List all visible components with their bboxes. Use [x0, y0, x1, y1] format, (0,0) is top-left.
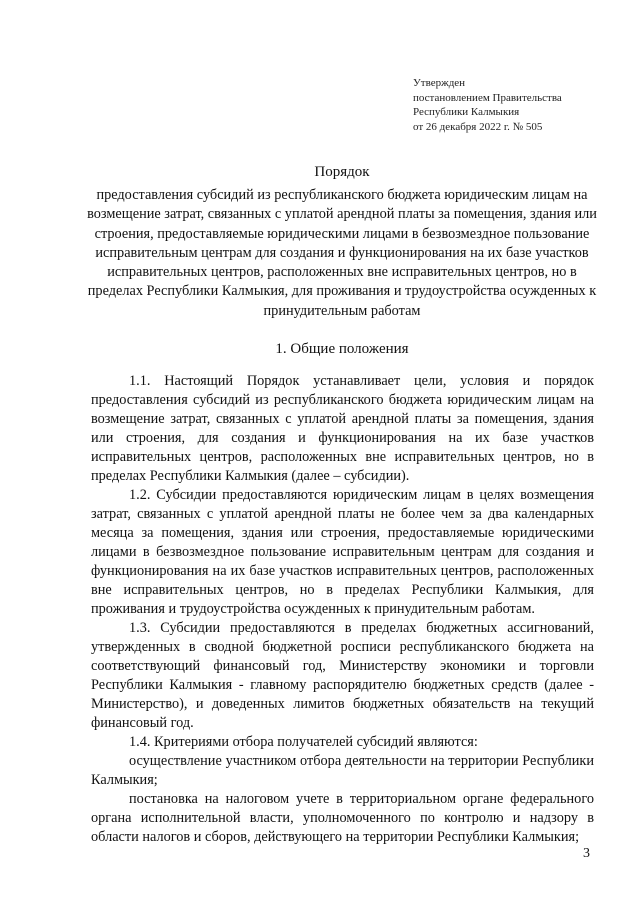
document-subtitle: предоставления субсидий из республиканского бюджета юридическим лицам на возмещение затрат, связанных с уплатой арендной платы за помещения, здания или строения, предоставляемые юридическими лицами в безвозмездное пользование исправительным центрам для создания и функционирования на их базе участков исправительных центров, расположенных вне исправительных центров, но в пределах Республики Калмыкия, для проживания и трудоустройства осужденных к принудительным работам: [87, 187, 597, 319]
approval-block: [413, 76, 562, 134]
title-block: [82, 162, 602, 321]
paragraph: 1.1. Настоящий Порядок устанавливает цели, условия и порядок предоставления субсидий из республиканского бюджета юридическим лицам на возмещение затрат, связанных с уплатой арендной платы за помещения, здания или строения, для создания и функционирования на их базе участков исправительных центров, расположенных вне исправительных центров, но в пределах Республики Калмыкия (далее – субсидии).: [91, 373, 594, 484]
approval-line: Республики Калмыкия: [413, 106, 520, 118]
approval-date-line: от 26 декабря 2022 г. № 505: [413, 120, 543, 133]
page-number: 3: [583, 846, 590, 861]
approval-line: Утвержден: [413, 77, 466, 89]
paragraph: осуществление участником отбора деятельности на территории Республики Калмыкия;: [91, 753, 594, 788]
paragraph: 1.3. Субсидии предоставляются в пределах бюджетных ассигнований, утвержденных в сводной бюджетной росписи республиканского бюджета на соответствующий финансовый год, Министерству экономики и торговли Республики Калмыкия - главному распорядителю бюджетных средств (далее - Министерство), и доведенных лимитов бюджетных обязательств на текущий финансовый год.: [91, 620, 594, 731]
approval-line: постановлением Правительства: [413, 91, 562, 104]
paragraph: постановка на налоговом учете в территориальном органе федерального органа исполнительной власти, уполномоченного по контролю и надзору в области налогов и сборов, действующего на территории Республики Калмыкия;: [91, 791, 594, 845]
section-heading: 1. Общие положения: [275, 341, 409, 357]
paragraph: 1.4. Критериями отбора получателей субсидий являются:: [129, 734, 478, 750]
document-body: [91, 372, 594, 847]
paragraph: 1.2. Субсидии предоставляются юридическим лицам в целях возмещения затрат, связанных с уплатой арендной платы не более чем за два календарных месяца за помещения, здания или строения, предоставляемые юридическими лицами в безвозмездное пользование исправительным центрам для создания и функционирования на их базе участков исправительных центров, расположенных вне исправительных центров, но в пределах Республики Калмыкия, для проживания и трудоустройства осужденных к принудительным работам.: [91, 487, 594, 617]
document-title: Порядок: [314, 164, 370, 180]
